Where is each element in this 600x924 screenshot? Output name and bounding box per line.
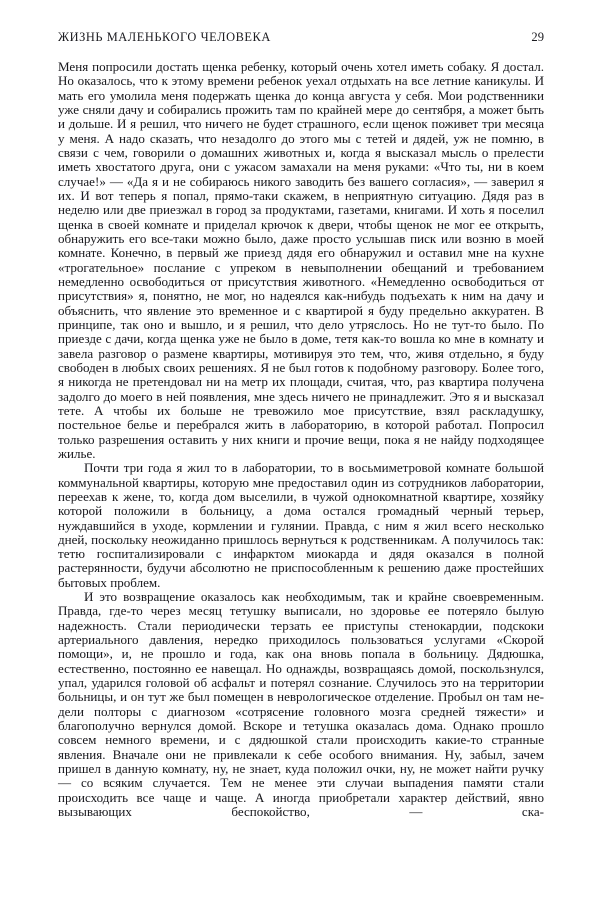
paragraph: Почти три года я жил то в лаборатории, то в восьмиметровой комнате большой коммунальной квартиры, которую мне предоставил один из сотрудников лаборатории, переехав к жене, то, когда дом выселили, в чужой однокомнатной квартире, хозяйку которой положили в больницу, а дома остался громадный черный терьер, нуждавшийся в уходе, кормлении и гулянии. Правда, с ним я жил всего несколько дней, поскольку неожиданно пришлось вернуться к родственникам. А получилось так: тетю госпитализировали с инфарктом миокарда и дядя оказался в полной растерянности, будучи абсолютно не приспособленным к решению даже простейших бытовых проблем.: [58, 460, 544, 590]
body-text-block: [58, 60, 544, 834]
running-head: [58, 30, 544, 45]
paragraph: Меня попросили достать щенка ребенку, который очень хотел иметь собаку. Я достал. Но оказалось, что к этому времени ребенок уехал отдыхать на все летние каникулы. И мать его умолила меня подержать щенка до конца августа у себя. Мои родственники уже сняли дачу и собирались прожить там по крайней мере до сентября, а может быть и дольше. И я решил, что ничего не будет страшного, если щенок поживет три месяца у меня. А надо сказать, что незадолго до этого мы с тетей и дядей, уж не помню, в связи с чем, говорили о домашних животных и, когда я высказал мысль о прелести иметь хвостатого друга, они с ужасом замахали на меня руками: «Что ты, ни в коем случае!» — «Да я и не собираюсь никого заводить без вашего согласия», — заверил я их. И вот теперь я попал, прямо-таки скажем, в неприятную ситуацию. Дядя раз в неделю или две приезжал в город за продуктами, газетами, книгами. И хоть я поселил щенка в своей комнате и приделал крючок к двери, чтобы щенок не мог ее открыть, обнаружить его все-таки можно было, даже просто услышав писк или возню в моей комнате. Конечно, в первый же приезд дядя его обнаружил и оставил мне на кухне «трогательное» послание с упреком в невыполнении обещаний и требованием немедленно освободиться от присутствия животного. «Немедленно освободиться от присутствия» я, понятно, не мог, но надеялся как-нибудь подъехать к ним на дачу и объяснить, что явление это временное и с квартирой я буду предельно аккуратен. В принципе, так оно и вышло, и я решил, что дело утряслось. Но не тут-то было. По приезде с дачи, когда щенка уже не было в доме, тетя как-то вошла ко мне в комнату и завела разговор о размене квартиры, мотивируя это тем, что, живя отдельно, я буду свободен в любых своих решениях. Я не был готов к подобному разговору. Более того, я никогда не претендовал ни на метр их площади, считая, что, раз квартира получена задолго до моего в ней появления, мне здесь ничего не принадлежит. Это я и высказал тете. А чтобы их больше не тревожило мое присутствие, взял раскладушку, постельное белье и перебрался жить в лабораторию, в которой работал. Попросил только разрешения оставить у них книги и прочие вещи, пока я не найду подходящее жилье.: [58, 59, 544, 461]
paragraph: И это возвращение оказалось как необходимым, так и крайне своевременным. Правда, где-то через месяц тетушку выписали, но здоровье ее потеряло былую надежность. Стали периодически терзать ее приступы стенокардии, подскоки артериального давления, нередко приходилось пользоваться услугами «Скорой помощи», и, не прошло и года, как она вновь попала в больницу. Дядюшка, естественно, постоянно ее навещал. Но однажды, возвращаясь домой, поскользнулся, упал, ударился головой об асфальт и потерял сознание. Случилось это на территории больницы, и он тут же был помещен в неврологическое отделение. Пробыл он там недели полторы с диагнозом «сотрясение головного мозга средней тяжести» и благополучно вернулся домой. Вскоре и тетушка оказалась дома. Однако прошло совсем немного времени, и с дядюшкой стали происходить какие-то странные явления. Вначале они не привлекали к себе особого внимания. Ну, забыл, зачем пришел в данную комнату, ну, не знает, куда положил очки, ну, не может найти ручку — со всяким случается. Тем не менее эти случаи выпадения памяти стали происходить все чаще и чаще. А иногда приобретали характер действий, явно вызывающих беспокойство, — ска-: [58, 589, 544, 820]
running-head-title: ЖИЗНЬ МАЛЕНЬКОГО ЧЕЛОВЕКА: [58, 30, 271, 44]
page-number: 29: [531, 30, 544, 44]
